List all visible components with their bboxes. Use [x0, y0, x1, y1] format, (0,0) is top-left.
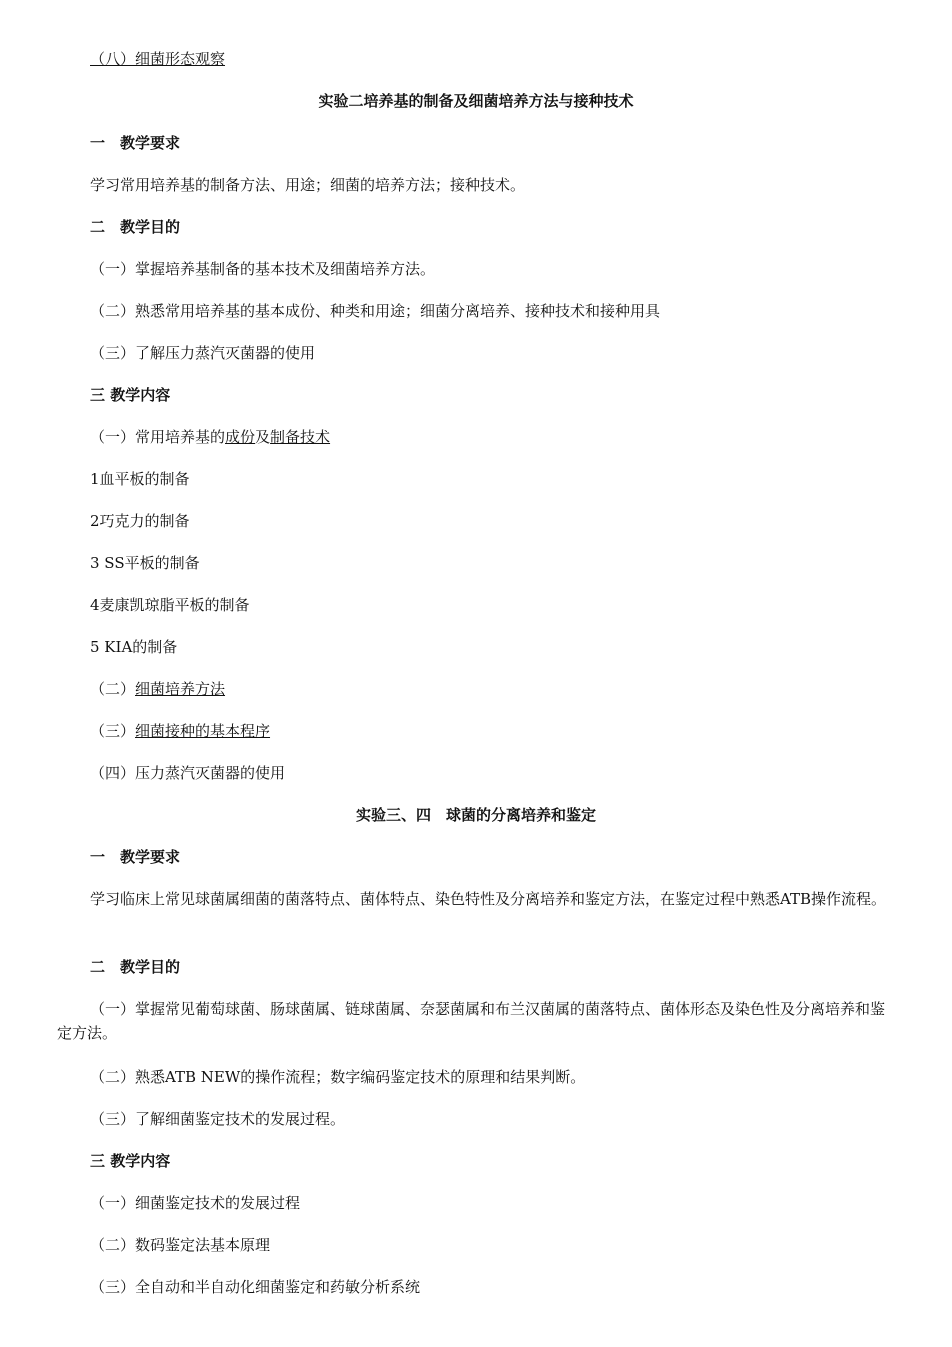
heading-teaching-objectives: 二 教学目的: [90, 218, 181, 236]
objective-item-3: （三）了解压力蒸汽灭菌器的使用: [90, 344, 316, 362]
objective-item-2: （二）熟悉常用培养基的基本成份、种类和用途；细菌分离培养、接种技术和接种用具: [90, 302, 661, 320]
experiment-3-4-title: 实验三、四 球菌的分离培养和鉴定: [355, 806, 596, 824]
link-preparation-technique[interactable]: 制备技术: [270, 428, 331, 446]
heading-teaching-requirements-2: 一 教学要求: [90, 848, 181, 866]
paragraph-requirements-2: 学习临床上常见球菌属细菌的菌落特点、菌体特点、染色特性及分离培养和鉴定方法，在鉴定过程中熟悉ATB操作流程。: [90, 890, 887, 908]
content-item-3: [90, 721, 270, 741]
experiment-2-title: 实验二培养基的制备及细菌培养方法与接种技术: [318, 92, 634, 110]
list-item-ss-plate: 3 SS平板的制备: [90, 554, 200, 572]
content-item-2-prefix: （二）: [90, 680, 136, 698]
heading-teaching-requirements: 一 教学要求: [90, 134, 181, 152]
content-item-2-2: （二）数码鉴定法基本原理: [90, 1236, 271, 1254]
content-item-1-and: 及: [255, 428, 271, 446]
list-item-chocolate: 2巧克力的制备: [90, 512, 190, 530]
content-item-1: [90, 427, 330, 447]
content-item-4: （四）压力蒸汽灭菌器的使用: [90, 764, 286, 782]
objective-item-2-2: （二）熟悉ATB NEW的操作流程；数字编码鉴定技术的原理和结果判断。: [90, 1068, 586, 1086]
heading-teaching-objectives-2: 二 教学目的: [90, 958, 181, 976]
link-composition[interactable]: 成份: [225, 428, 256, 446]
heading-teaching-content-2: 三 教学内容: [90, 1152, 171, 1170]
paragraph-requirements: 学习常用培养基的制备方法、用途；细菌的培养方法；接种技术。: [90, 176, 526, 194]
content-item-1-2: （一）细菌鉴定技术的发展过程: [90, 1194, 301, 1212]
heading-teaching-content: 三 教学内容: [90, 386, 171, 404]
objective-item-1-2: （一）掌握常见葡萄球菌、肠球菌属、链球菌属、奈瑟菌属和布兰汉菌属的菌落特点、菌体形态及染色性及分离培养和鉴定方法。: [57, 1000, 886, 1042]
content-item-2: [90, 679, 225, 699]
content-item-1-prefix: （一）常用培养基的: [90, 428, 226, 446]
objective-item-1: （一）掌握培养基制备的基本技术及细菌培养方法。: [90, 260, 436, 278]
content-item-3-prefix: （三）: [90, 722, 136, 740]
section-title-bacteria-morphology: （八）细菌形态观察: [90, 50, 226, 68]
link-inoculation-procedure[interactable]: 细菌接种的基本程序: [135, 722, 271, 740]
list-item-blood-plate: 1血平板的制备: [90, 470, 190, 488]
link-culture-methods[interactable]: 细菌培养方法: [135, 680, 226, 698]
objective-item-3-2: （三）了解细菌鉴定技术的发展过程。: [90, 1110, 346, 1128]
content-item-3-2: （三）全自动和半自动化细菌鉴定和药敏分析系统: [90, 1278, 421, 1296]
list-item-macconkey: 4麦康凯琼脂平板的制备: [90, 596, 250, 614]
list-item-kia: 5 KIA的制备: [90, 638, 178, 656]
